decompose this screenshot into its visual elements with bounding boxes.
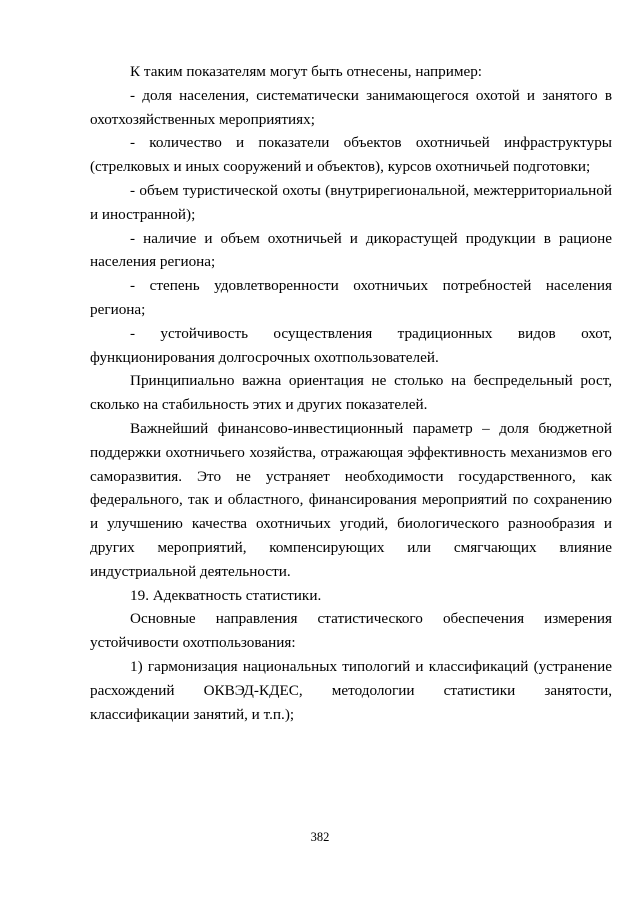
list-item-hunting-products: - наличие и объем охотничьей и дикорастущей продукции в рационе населения региона;	[90, 229, 612, 271]
page-number: 382	[310, 830, 330, 844]
list-item-infrastructure: - количество и показатели объектов охотничьей инфраструктуры (стрелковых и иных сооружений и объектов), курсов охотничьей подготовки;	[90, 134, 612, 176]
list-item-harmonization: 1) гармонизация национальных типологий и классификаций (устранение расхождений ОКВЭД-КДЕС, методологии статистики занятости, классификации занятий, и т.п.);	[90, 657, 612, 723]
section-heading-statistics: 19. Адекватность статистики.	[130, 586, 322, 604]
paragraph-intro: К таким показателям могут быть отнесены, например:	[130, 63, 483, 80]
paragraph-main-directions: Основные направления статистического обеспечения измерения устойчивости охотпользования:	[90, 610, 612, 652]
list-item-satisfaction: - степень удовлетворенности охотничьих потребностей населения региона;	[90, 277, 612, 318]
page-body	[90, 60, 612, 726]
list-item-population-share: - доля населения, систематически занимающегося охотой и занятого в охотхозяйственных мероприятиях;	[90, 86, 612, 128]
list-item-tourist-hunting: - объем туристической охоты (внутрирегиональной, межтерриториальной и иностранной);	[90, 181, 612, 223]
paragraph-stability: Принципиально важна ориентация не столько на беспредельный рост, сколько на стабильность этих и других показателей.	[90, 372, 612, 414]
list-item-sustainability: - устойчивость осуществления традиционных видов охот, функционирования долгосрочных охотпользователей.	[90, 324, 612, 366]
paragraph-financial-parameter: Важнейший финансово-инвестиционный параметр – доля бюджетной поддержки охотничьего хозяйства, отражающая эффективность механизмов его саморазвития. Это не устраняет необходимости государственного, как федерального, так и областного, финансирования мероприятий по сохранению и улучшению качества охотничьих угодий, биологического разнообразия и других мероприятий, компенсирующих или смягчающих влияние индустриальной деятельности.	[90, 419, 612, 580]
